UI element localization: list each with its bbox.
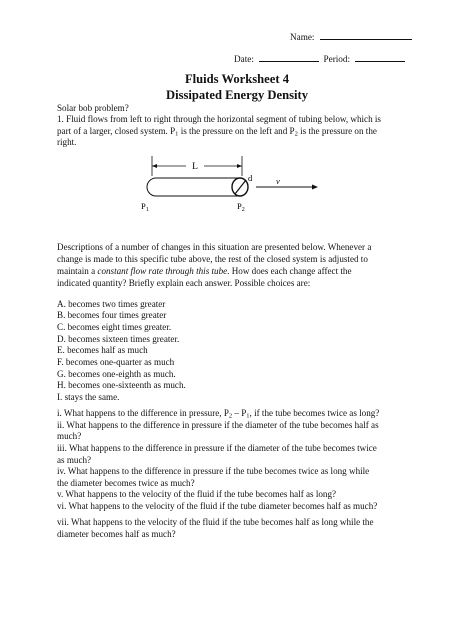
question-ii-line-2: much? bbox=[57, 431, 82, 441]
period-blank[interactable] bbox=[355, 52, 405, 62]
page-subtitle: Dissipated Energy Density bbox=[165, 88, 309, 102]
q1-line-3: right. bbox=[57, 137, 77, 147]
velocity-label: v bbox=[276, 176, 280, 186]
question-vii-line-1: vii. What happens to the velocity of the fluid if the tube becomes half as long while the bbox=[57, 517, 374, 527]
period-label: Period: bbox=[323, 54, 351, 64]
q1-line-1: 1. Fluid flows from left to right through the horizontal segment of tubing below, which is bbox=[57, 114, 381, 124]
tube-diagram bbox=[130, 152, 320, 216]
date-period-field bbox=[234, 52, 405, 64]
tube-body bbox=[147, 178, 240, 196]
question-ii-line-1: ii. What happens to the difference in pressure if the diameter of the tube becomes half as bbox=[57, 420, 379, 430]
length-arrow-right bbox=[237, 164, 242, 168]
choice-b: B. becomes four times greater bbox=[57, 310, 167, 320]
description-line-3: maintain a constant flow rate through this tube. How does each change affect the bbox=[57, 266, 352, 276]
length-label: L bbox=[192, 162, 198, 172]
question-vii-line-2: diameter becomes half as much? bbox=[57, 529, 176, 539]
question-iii-line-2: as much? bbox=[57, 455, 92, 465]
name-label: Name: bbox=[290, 32, 315, 42]
choice-g: G. becomes one-eighth as much. bbox=[57, 369, 176, 379]
question-vi: vi. What happens to the velocity of the fluid if the tube diameter becomes half as much? bbox=[57, 501, 378, 511]
problem-label: Solar bob problem? bbox=[57, 103, 129, 113]
description-line-1: Descriptions of a number of changes in this situation are presented below. Whenever a bbox=[57, 242, 372, 252]
question-iii-line-1: iii. What happens to the difference in pressure if the diameter of the tube becomes twice bbox=[57, 443, 377, 453]
choice-e: E. becomes half as much bbox=[57, 345, 148, 355]
choice-d: D. becomes sixteen times greater. bbox=[57, 334, 180, 344]
choice-a: A. becomes two times greater bbox=[57, 299, 166, 309]
diameter-label: d bbox=[248, 173, 253, 183]
description-line-2: change is made to this specific tube above, the rest of the closed system is adjusted to bbox=[57, 254, 368, 264]
p1-label: $P_1$ bbox=[141, 201, 149, 213]
q1-line-2: part of a larger, closed system. $P_1$ is the pressure on the left and $P_2$ is the pressure on the bbox=[57, 126, 377, 138]
choice-f: F. becomes one-quarter as much bbox=[57, 357, 175, 367]
name-blank[interactable] bbox=[320, 30, 412, 40]
diameter-line bbox=[235, 180, 246, 194]
choice-h: H. becomes one-sixteenth as much. bbox=[57, 380, 186, 390]
date-blank[interactable] bbox=[259, 52, 319, 62]
description-line-4: indicated quantity? Briefly explain each answer. Possible choices are: bbox=[57, 278, 311, 288]
page-title: Fluids Worksheet 4 bbox=[184, 72, 290, 86]
p2-label: $P_2$ bbox=[237, 201, 245, 213]
constant-flow-emphasis: constant flow rate through this tube bbox=[97, 266, 228, 276]
question-iv-line-1: iv. What happens to the difference in pressure if the tube becomes twice as long while bbox=[57, 466, 370, 476]
velocity-arrow-head bbox=[312, 185, 318, 190]
date-label: Date: bbox=[234, 54, 254, 64]
name-field bbox=[290, 30, 412, 42]
choice-c: C. becomes eight times greater. bbox=[57, 322, 172, 332]
question-v: v. What happens to the velocity of the fluid if the tube becomes half as long? bbox=[57, 489, 337, 499]
choice-i: I. stays the same. bbox=[57, 392, 120, 402]
length-arrow-left bbox=[152, 164, 157, 168]
question-iv-line-2: the diameter becomes twice as much? bbox=[57, 478, 195, 488]
question-i: i. What happens to the difference in pressure, $P_2 - P_1$, if the tube becomes twice as long? bbox=[57, 408, 380, 420]
